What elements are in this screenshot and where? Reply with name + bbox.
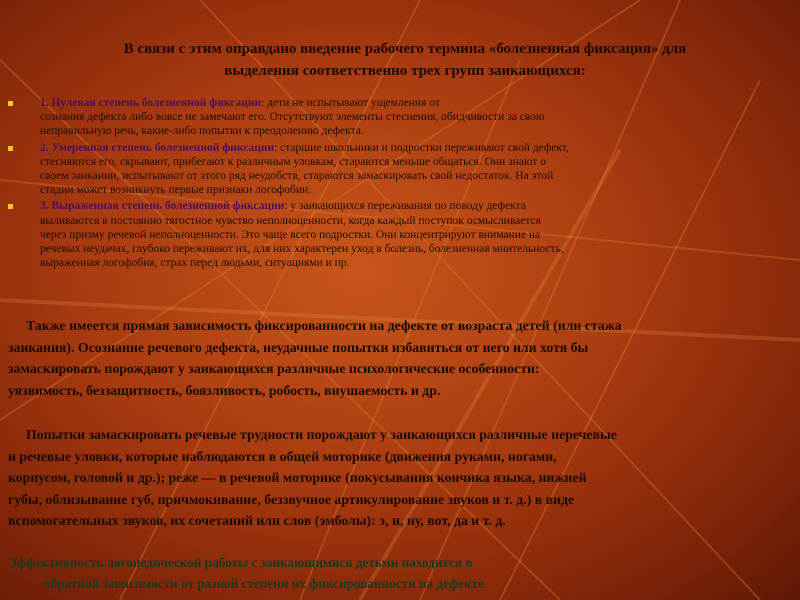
paragraph-line: вспомогательных звуков, их сочетаний или слов (эмболы): э, и, ну, вот, да и т. д. <box>8 513 506 528</box>
footer-line-1: Эффективность логопедической работы с заикающимися детьми находится в <box>8 555 473 570</box>
bullet-item <box>8 96 786 139</box>
heading-line-2: выделения соответственно трех групп заикающихся: <box>224 63 586 79</box>
paragraph-masking-tricks <box>8 424 778 532</box>
bullet-line: стадии может возникнуть первые признаки логофобии. <box>40 184 312 197</box>
bullet-item <box>8 199 786 270</box>
bullet-list <box>8 96 786 272</box>
paragraph-line: заикания). Осознание речевого дефекта, неудачные попытки избавиться от него или хотя бы <box>8 339 589 355</box>
bullet-marker-icon <box>8 146 13 151</box>
bullet-line: выливаются в постоянно тягостное чувство неполноценности, когда каждый поступок осмысливается <box>40 214 541 227</box>
bullet-title: 3. Выраженная степень болезненной фиксации <box>40 200 285 213</box>
slide-heading <box>30 38 780 82</box>
bullet-line: неправильную речь, какие-либо попытки к преодолению дефекта. <box>40 125 364 138</box>
paragraph-line: уязвимость, беззащитность, боязливость, робость, внушаемость и др. <box>8 382 441 398</box>
bullet-line: речевых неудачах, глубоко переживают их, для них характерен уход в болезнь, болезненная мнительность, <box>40 243 564 256</box>
paragraph-line: губы, облизывание губ, причмокивание, беззвучное артикулирование звуков и т. д.) в виде <box>8 491 575 507</box>
bullet-line: своем заикании, испытывают от этого ряд неудобств, стараются замаскировать свой недостаток. На этой <box>40 170 554 183</box>
bullet-line: стесняются его, скрывают, прибегают к различным уловкам, стараются меньше общаться. Они знают о <box>40 155 546 168</box>
bullet-line: сознания дефекта либо вовсе не замечают его. Отсутствуют элементы стеснения, обидчивости за свою <box>40 111 545 124</box>
bullet-text: : старшие школьники и подростки переживают свой дефект, <box>274 141 569 154</box>
bullet-line: выраженная логофобия, страх перед людьми, ситуациями и пр. <box>40 257 350 270</box>
footer-line-2: обратной зависимости от разной степени их фиксированности на дефекте <box>44 576 485 591</box>
paragraph-age-dependence <box>8 315 778 401</box>
paragraph-line: замаскировать порождают у заикающихся различные психологические особенности: <box>8 361 540 376</box>
heading-line-1: В связи с этим оправдано введение рабочего термина «болезненная фиксация» для <box>123 41 687 57</box>
bullet-marker-icon <box>8 101 13 106</box>
paragraph-line: Попытки замаскировать речевые трудности порождают у заикающихся различные неречевые <box>26 427 617 442</box>
bullet-item <box>8 141 786 198</box>
bullet-title: 2. Умеренная степень болезненной фиксации <box>40 141 275 154</box>
bullet-text: : дети не испытывают ущемления от <box>261 97 440 109</box>
bullet-title: 1. Нулевая степень болезненной фиксации <box>40 97 262 109</box>
paragraph-line: и речевые уловки, которые наблюдаются в общей моторике (движения руками, ногами, <box>8 448 557 464</box>
bullet-line: через призму речевой неполноценности. Это чаще всего подростки. Они концентрируют внимание на <box>40 228 541 241</box>
bullet-text: : у заикающихся переживания по поводу дефекта <box>284 200 526 213</box>
bullet-marker-icon <box>8 204 13 209</box>
paragraph-line: корпусом, головой и др.); реже — в речевой моторике (покусывания кончика языка, нижней <box>8 470 587 485</box>
paragraph-line: Также имеется прямая зависимость фиксированности на дефекте от возраста детей (или стажа <box>26 318 622 333</box>
footer-conclusion <box>8 552 778 594</box>
